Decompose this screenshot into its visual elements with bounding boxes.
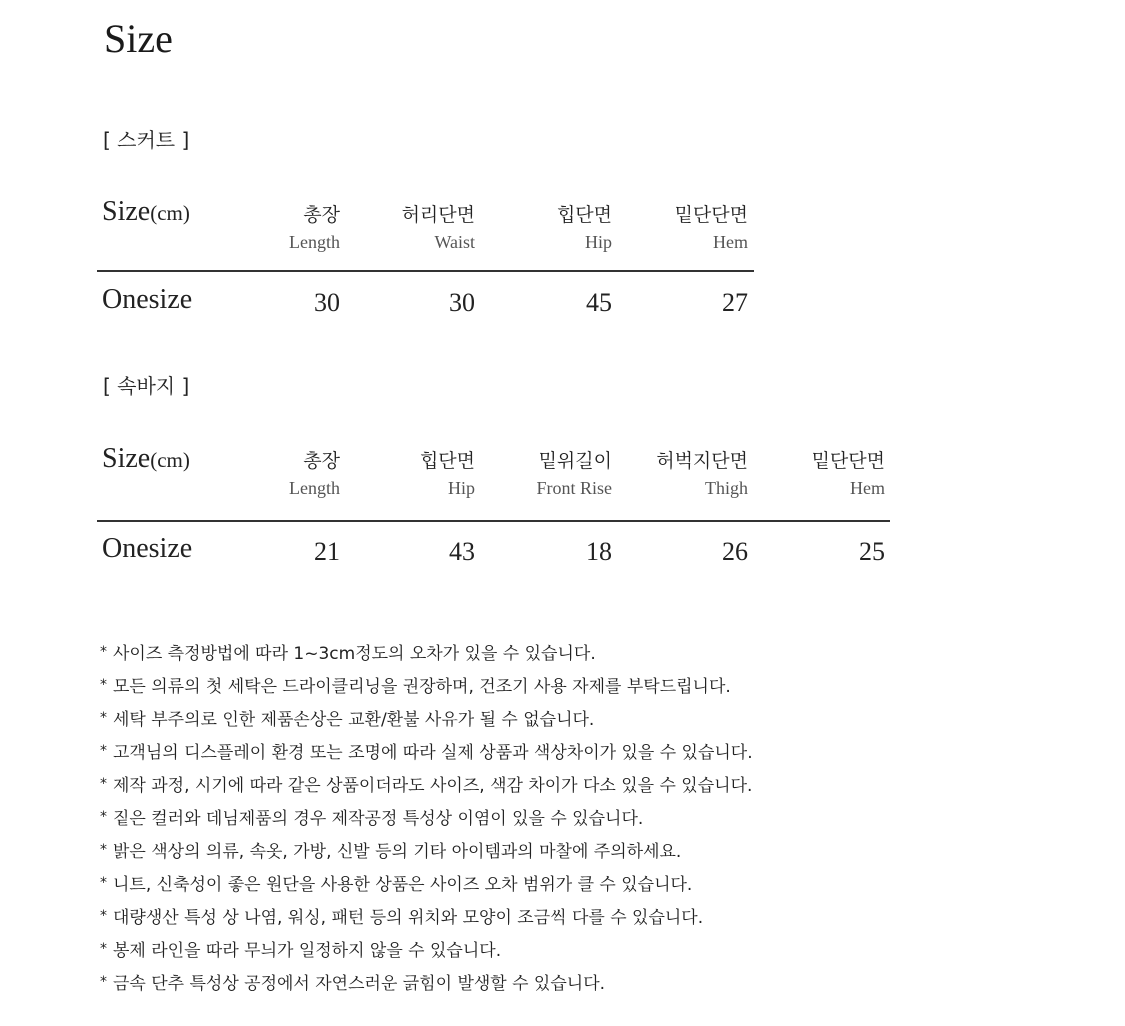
note-text: 금속 단추 특성상 공정에서 자연스러운 긁힘이 발생할 수 있습니다. bbox=[113, 974, 606, 994]
shorts-col-hip bbox=[420, 448, 475, 500]
page-title: Size bbox=[104, 16, 173, 61]
skirt-col-hip bbox=[557, 202, 612, 254]
note-text: 모든 의류의 첫 세탁은 드라이클리닝을 권장하며, 건조기 사용 자제를 부탁드립니다. bbox=[113, 677, 731, 697]
note-text: 세탁 부주의로 인한 제품손상은 교환/환불 사유가 될 수 없습니다. bbox=[113, 710, 595, 730]
shorts-col-hem-ko: 밑단단면 bbox=[811, 450, 885, 472]
skirt-col-hem-ko: 밑단단면 bbox=[674, 204, 748, 226]
note-item bbox=[100, 801, 1080, 834]
skirt-size-unit: (cm) bbox=[150, 201, 190, 225]
note-text: 사이즈 측정방법에 따라 1~3cm정도의 오차가 있을 수 있습니다. bbox=[113, 644, 596, 664]
note-text: 봉제 라인을 따라 무늬가 일정하지 않을 수 있습니다. bbox=[113, 941, 502, 961]
skirt-col-length-ko: 총장 bbox=[303, 204, 340, 226]
shorts-col-thigh-ko: 허벅지단면 bbox=[656, 450, 748, 472]
note-bullet: * bbox=[100, 908, 107, 924]
note-item bbox=[100, 669, 1080, 702]
note-text: 고객님의 디스플레이 환경 또는 조명에 따라 실제 상품과 색상차이가 있을 수 있습니다. bbox=[113, 743, 753, 763]
shorts-size-unit: (cm) bbox=[150, 448, 190, 472]
shorts-col-front-rise-en: Front Rise bbox=[536, 478, 612, 498]
shorts-table-divider bbox=[97, 520, 890, 522]
skirt-row-label: Onesize bbox=[102, 284, 193, 315]
shorts-size-header bbox=[102, 443, 190, 475]
note-bullet: * bbox=[100, 677, 107, 693]
skirt-section-label: [ 스커트 ] bbox=[103, 128, 190, 152]
shorts-col-front-rise bbox=[536, 448, 612, 500]
note-text: 대량생산 특성 상 나염, 워싱, 패턴 등의 위치와 모양이 조금씩 다를 수 있습니다. bbox=[113, 908, 704, 928]
note-bullet: * bbox=[100, 776, 107, 792]
skirt-col-waist-en: Waist bbox=[434, 232, 475, 252]
note-item bbox=[100, 702, 1080, 735]
note-item bbox=[100, 636, 1080, 669]
note-bullet: * bbox=[100, 743, 107, 759]
shorts-col-hip-en: Hip bbox=[448, 478, 475, 498]
shorts-value-front-rise: 18 bbox=[586, 537, 612, 566]
note-bullet: * bbox=[100, 974, 107, 990]
skirt-col-waist-ko: 허리단면 bbox=[401, 204, 475, 226]
note-item bbox=[100, 867, 1080, 900]
skirt-table-divider bbox=[97, 270, 754, 272]
shorts-value-thigh: 26 bbox=[722, 537, 748, 566]
note-item bbox=[100, 735, 1080, 768]
note-text: 제작 과정, 시기에 따라 같은 상품이더라도 사이즈, 색감 차이가 다소 있을 수 있습니다. bbox=[113, 776, 753, 796]
skirt-size-header bbox=[102, 196, 190, 228]
care-notes-list bbox=[100, 636, 1080, 999]
skirt-value-waist: 30 bbox=[449, 288, 475, 317]
shorts-row-label: Onesize bbox=[102, 533, 193, 564]
note-item bbox=[100, 966, 1080, 999]
shorts-value-length: 21 bbox=[314, 537, 340, 566]
note-bullet: * bbox=[100, 875, 107, 891]
skirt-value-length: 30 bbox=[314, 288, 340, 317]
note-item bbox=[100, 900, 1080, 933]
shorts-col-length-ko: 총장 bbox=[303, 450, 340, 472]
note-bullet: * bbox=[100, 809, 107, 825]
skirt-size-header-text: Size bbox=[102, 196, 151, 227]
shorts-section-label: [ 속바지 ] bbox=[103, 374, 190, 398]
shorts-col-length-en: Length bbox=[289, 478, 340, 498]
note-text: 짙은 컬러와 데님제품의 경우 제작공정 특성상 이염이 있을 수 있습니다. bbox=[113, 809, 644, 829]
shorts-value-hip: 43 bbox=[449, 537, 475, 566]
shorts-col-length bbox=[289, 448, 340, 500]
note-text: 밝은 색상의 의류, 속옷, 가방, 신발 등의 기타 아이템과의 마찰에 주의하세요. bbox=[113, 842, 682, 862]
shorts-size-header-text: Size bbox=[102, 443, 151, 474]
skirt-col-length-en: Length bbox=[289, 232, 340, 252]
skirt-col-length bbox=[289, 202, 340, 254]
note-bullet: * bbox=[100, 941, 107, 957]
note-bullet: * bbox=[100, 710, 107, 726]
skirt-value-hem: 27 bbox=[722, 288, 748, 317]
note-item bbox=[100, 834, 1080, 867]
skirt-col-hip-ko: 힙단면 bbox=[556, 204, 612, 226]
note-item bbox=[100, 933, 1080, 966]
skirt-col-waist bbox=[402, 202, 475, 254]
skirt-col-hip-en: Hip bbox=[585, 232, 612, 252]
note-text: 니트, 신축성이 좋은 원단을 사용한 상품은 사이즈 오차 범위가 클 수 있습니다. bbox=[113, 875, 693, 895]
shorts-col-thigh-en: Thigh bbox=[705, 478, 748, 498]
shorts-col-thigh bbox=[656, 448, 748, 500]
shorts-col-front-rise-ko: 밑위길이 bbox=[538, 450, 612, 472]
shorts-value-hem: 25 bbox=[859, 537, 885, 566]
note-bullet: * bbox=[100, 842, 107, 858]
shorts-col-hem bbox=[812, 448, 885, 500]
note-bullet: * bbox=[100, 644, 107, 660]
shorts-col-hem-en: Hem bbox=[850, 478, 885, 498]
note-item bbox=[100, 768, 1080, 801]
shorts-col-hip-ko: 힙단면 bbox=[419, 450, 475, 472]
skirt-value-hip: 45 bbox=[586, 288, 612, 317]
skirt-col-hem-en: Hem bbox=[713, 232, 748, 252]
skirt-col-hem bbox=[675, 202, 748, 254]
